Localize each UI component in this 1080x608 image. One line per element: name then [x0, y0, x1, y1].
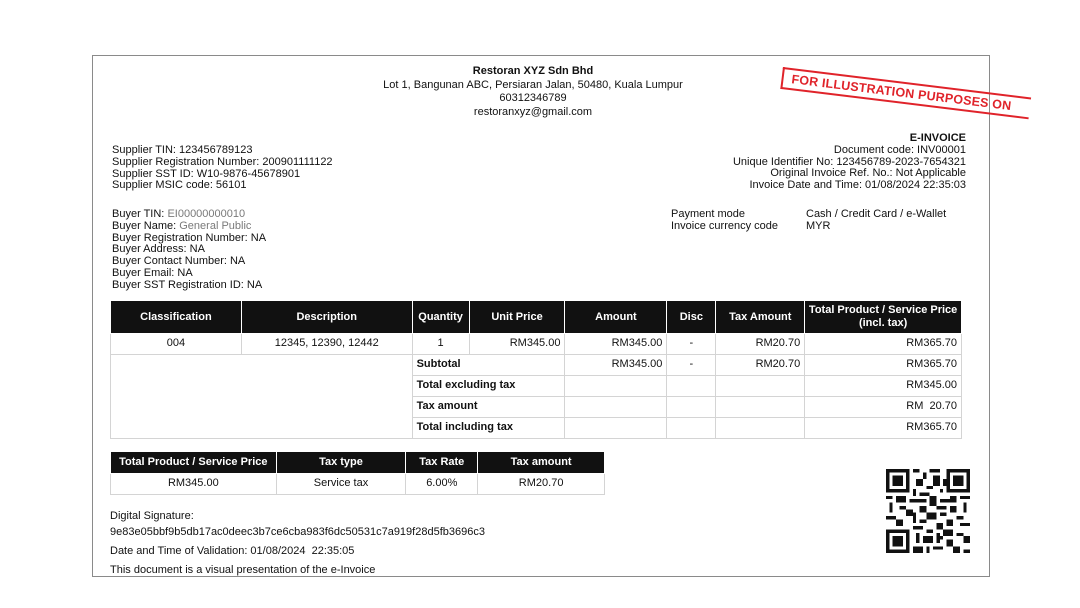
buyer-name-label: Buyer Name: [112, 219, 180, 232]
empty-cell [667, 397, 716, 418]
supplier-reg: Supplier Registration Number: 200901111122 [112, 155, 333, 168]
supplier-tin: Supplier TIN: 123456789123 [112, 144, 253, 156]
total-excl-value: RM345.00 [805, 376, 962, 397]
signature-hash: 9e83e05bbf9b5db17ac0deec3b7ce6cba983f6dc50531c7a919f28d5fb3696c3 [110, 526, 485, 538]
subtotal-row [111, 355, 962, 376]
company-name: Restoran XYZ Sdn Bhd [472, 65, 594, 77]
einvoice-info [733, 133, 966, 192]
tax-table [110, 451, 605, 495]
total-excl-label: Total excluding tax [412, 376, 565, 397]
payment-mode-value: Cash / Credit Card / e-Wallet [806, 208, 947, 220]
items-table [110, 300, 962, 439]
subtotal-label: Subtotal [412, 355, 565, 376]
buyer-name-value: General Public [179, 219, 252, 232]
row-tax-amount: RM20.70 [716, 334, 805, 355]
header-amount: Amount [565, 301, 667, 334]
buyer-name [112, 221, 266, 233]
summary-blank-cell [111, 355, 413, 439]
empty-cell [565, 397, 667, 418]
invoice-document [92, 55, 1013, 577]
buyer-contact: Buyer Contact Number: NA [112, 255, 246, 268]
header-disc: Disc [667, 301, 716, 334]
tax-row-type: Service tax [276, 474, 406, 495]
payment-mode-label: Payment mode [671, 208, 745, 220]
buyer-address: Buyer Address: NA [112, 243, 205, 256]
row-amount: RM345.00 [565, 334, 667, 355]
subtotal-disc: - [667, 355, 716, 376]
tax-header-row [111, 452, 605, 474]
empty-cell [716, 418, 805, 439]
original-invoice-ref: Original Invoice Ref. No.: Not Applicable [770, 167, 966, 180]
company-address: Lot 1, Bangunan ABC, Persiaran Jalan, 50480, Kuala Lumpur [383, 78, 683, 91]
subtotal-total: RM365.70 [805, 355, 962, 376]
tax-amount-value: RM 20.70 [805, 397, 962, 418]
payment-info [671, 209, 986, 233]
supplier-info [112, 145, 333, 192]
tax-header-rate: Tax Rate [406, 452, 478, 474]
company-email: restoranxyz@gmail.com [473, 105, 593, 118]
buyer-tin-value: EI00000000010 [167, 208, 246, 220]
empty-cell [565, 376, 667, 397]
tax-row-rate: 6.00% [406, 474, 478, 495]
items-header-row [111, 301, 962, 334]
signature-label: Digital Signature: [110, 510, 194, 522]
row-unit-price: RM345.00 [469, 334, 565, 355]
header-tax-amount: Tax Amount [716, 301, 805, 334]
row-description: 12345, 12390, 12442 [241, 334, 412, 355]
visual-presentation-note: This document is a visual presentation of the e-Invoice [110, 564, 376, 576]
empty-cell [565, 418, 667, 439]
company-phone: 60312346789 [499, 92, 567, 104]
buyer-tin-label: Buyer TIN: [112, 208, 168, 220]
supplier-sst: Supplier SST ID: W10-9876-45678901 [112, 167, 301, 180]
qr-code-icon [886, 469, 970, 553]
tax-row-amount: RM20.70 [478, 474, 605, 495]
empty-cell [716, 376, 805, 397]
tax-header-type: Tax type [276, 452, 406, 474]
illustration-stamp: FOR ILLUSTRATION PURPOSES ON [780, 67, 1031, 119]
tax-header-amount: Tax amount [478, 452, 605, 474]
einvoice-title: E-INVOICE [909, 132, 966, 144]
document-code: Document code: INV00001 [833, 143, 966, 156]
tax-header-price: Total Product / Service Price [111, 452, 277, 474]
currency-label: Invoice currency code [671, 219, 778, 232]
buyer-sst: Buyer SST Registration ID: NA [112, 278, 263, 291]
row-classification: 004 [111, 334, 242, 355]
table-row [111, 474, 605, 495]
header-unit-price: Unit Price [469, 301, 565, 334]
header-total: Total Product / Service Price (incl. tax) [805, 301, 962, 334]
currency-value: MYR [806, 219, 831, 232]
buyer-email: Buyer Email: NA [112, 266, 193, 279]
subtotal-amount: RM345.00 [565, 355, 667, 376]
row-total: RM365.70 [805, 334, 962, 355]
table-row [111, 334, 962, 355]
empty-cell [667, 418, 716, 439]
row-disc: - [667, 334, 716, 355]
validation-datetime: Date and Time of Validation: 01/08/2024 22:35:05 [110, 545, 355, 557]
tax-row-price: RM345.00 [111, 474, 277, 495]
subtotal-tax-amount: RM20.70 [716, 355, 805, 376]
empty-cell [716, 397, 805, 418]
unique-identifier: Unique Identifier No: 123456789-2023-7654321 [732, 155, 966, 168]
tax-amount-label: Tax amount [412, 397, 565, 418]
row-quantity: 1 [412, 334, 469, 355]
company-header [93, 65, 973, 119]
supplier-msic: Supplier MSIC code: 56101 [112, 179, 247, 192]
buyer-reg: Buyer Registration Number: NA [112, 231, 267, 244]
empty-cell [667, 376, 716, 397]
header-quantity: Quantity [412, 301, 469, 334]
signature-block [110, 508, 485, 578]
header-description: Description [241, 301, 412, 334]
invoice-datetime: Invoice Date and Time: 01/08/2024 22:35:03 [749, 179, 966, 192]
total-incl-label: Total including tax [412, 418, 565, 439]
buyer-info [112, 209, 266, 292]
total-incl-value: RM365.70 [805, 418, 962, 439]
header-classification: Classification [111, 301, 242, 334]
